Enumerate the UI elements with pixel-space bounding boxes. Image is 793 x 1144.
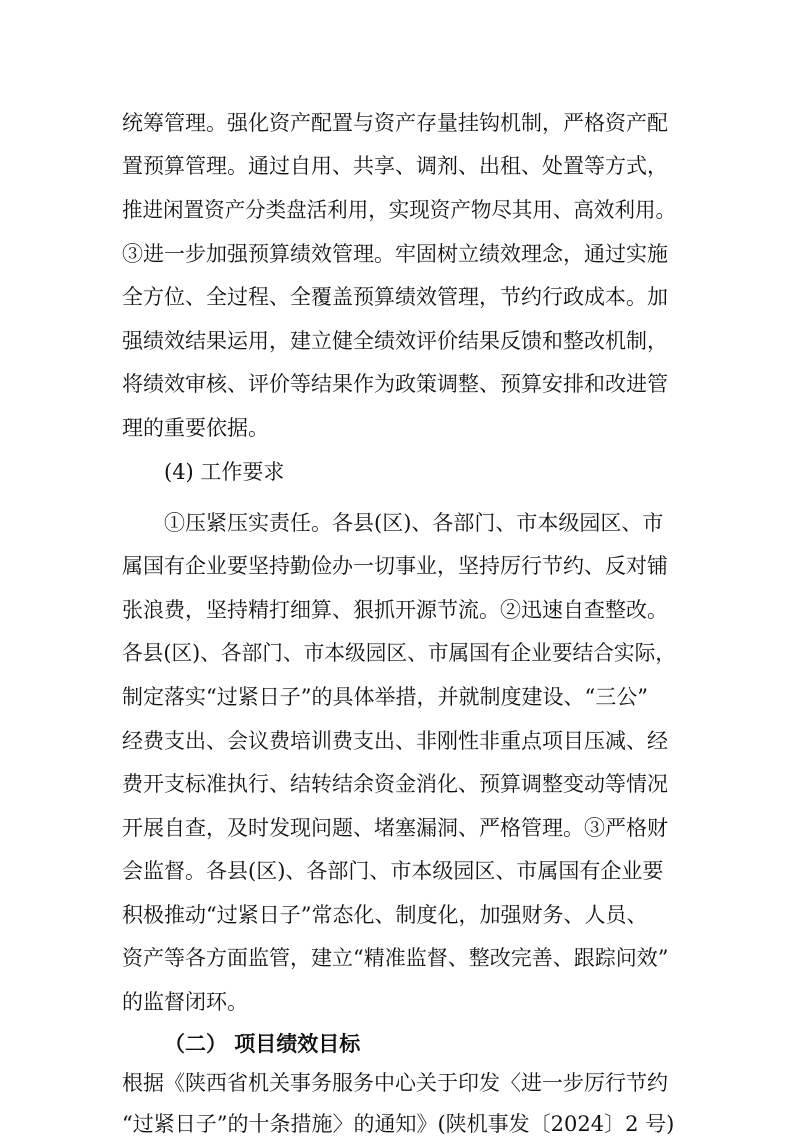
text-line-content: 资产等各方面监管，建立“精准监督、整改完善、跟踪问效”	[122, 946, 669, 970]
section-heading	[0, 452, 793, 492]
text-line-content: 经费支出、会议费培训费支出、非刚性非重点项目压减、经	[122, 729, 668, 753]
text-line	[0, 851, 793, 891]
text-line-content: 置预算管理。通过自用、共享、调剂、出租、处置等方式，	[122, 154, 668, 178]
text-line-content: 理的重要依据。	[122, 416, 269, 440]
text-line-content: 制定落实“过紧日子”的具体举措，并就制度建设、“三公”	[122, 685, 648, 709]
text-line-content: 强绩效结果运用，建立健全绩效评价结果反馈和整改机制，	[122, 329, 668, 353]
text-line	[0, 321, 793, 361]
text-line-content: 张浪费，坚持精打细算、狠抓开源节流。②迅速自查整改。	[122, 598, 668, 622]
section-heading-text: (4) 工作要求	[164, 460, 285, 484]
text-line	[0, 408, 793, 448]
text-line	[0, 808, 793, 848]
text-line	[0, 938, 793, 978]
text-line	[0, 503, 793, 543]
text-line-content: 推进闲置资产分类盘活利用，实现资产物尽其用、高效利用。	[122, 198, 676, 222]
text-line	[0, 1063, 793, 1103]
text-line-content: ①压紧压实责任。各县(区)、各部门、市本级园区、市	[164, 511, 664, 535]
text-line-content: ③进一步加强预算绩效管理。牢固树立绩效理念，通过实施	[122, 242, 668, 266]
text-line-content: 属国有企业要坚持勤俭办一切事业，坚持厉行节约、反对铺	[122, 554, 668, 578]
text-line-content: 统筹管理。强化资产配置与资产存量挂钩机制，严格资产配	[122, 111, 668, 135]
text-line-content: “过紧日子”的十条措施〉的通知》(陕机事发〔2024〕2 号)	[122, 1112, 675, 1136]
text-line-content: 会监督。各县(区)、各部门、市本级园区、市属国有企业要	[122, 859, 664, 883]
text-line-content: 将绩效审核、评价等结果作为政策调整、预算安排和改进管	[122, 372, 668, 396]
text-line-content: 全方位、全过程、全覆盖预算绩效管理，节约行政成本。加	[122, 285, 668, 309]
text-line	[0, 721, 793, 761]
text-line-content: 开展自查，及时发现问题、堵塞漏洞、严格管理。③严格财	[122, 816, 668, 840]
text-line	[0, 764, 793, 804]
text-line	[0, 633, 793, 673]
text-line	[0, 590, 793, 630]
text-line-content: 根据《陕西省机关事务服务中心关于印发〈进一步厉行节约	[122, 1071, 668, 1095]
text-line-content: 费开支标准执行、结转结余资金消化、预算调整变动等情况	[122, 772, 668, 796]
section-heading	[0, 1024, 793, 1064]
text-line	[0, 895, 793, 935]
text-line	[0, 277, 793, 317]
text-line	[0, 234, 793, 274]
text-line	[0, 546, 793, 586]
text-line	[0, 677, 793, 717]
text-line	[0, 982, 793, 1022]
text-line	[0, 190, 793, 230]
text-line-content: 各县(区)、各部门、市本级园区、市属国有企业要结合实际，	[122, 641, 676, 665]
text-line	[0, 103, 793, 143]
text-line	[0, 146, 793, 186]
text-line-content: 的监督闭环。	[122, 990, 248, 1014]
text-line	[0, 1104, 793, 1144]
text-line-content: 积极推动“过紧日子”常态化、制度化，加强财务、人员、	[122, 903, 648, 927]
section-heading-text: （二） 项目绩效目标	[164, 1031, 361, 1056]
text-line	[0, 364, 793, 404]
